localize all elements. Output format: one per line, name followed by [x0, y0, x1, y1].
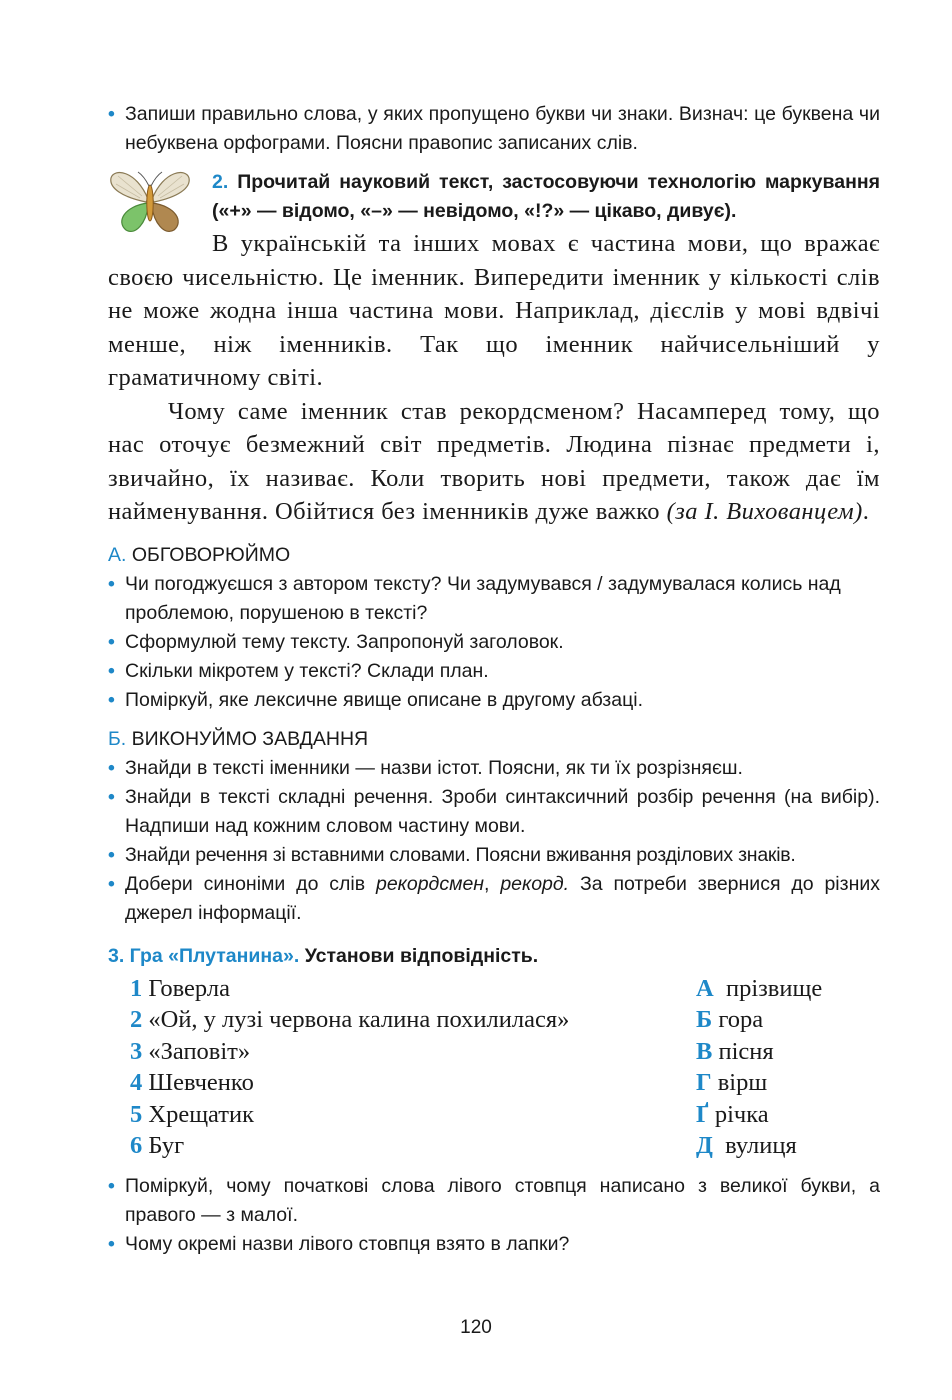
text-paragraph-2: Чому саме іменник став рекордсменом? Насамперед тому, що нас оточує безмежний світ предметів. Людина пізнає предмети і, звичайно, їх називає. Коли творить нові предмети, також дає їм найменування. Обійтися без іменників дуже важко (за І. Вихованцем).	[108, 397, 880, 525]
left-item: 4 Шевченко	[130, 1069, 254, 1096]
left-item: 5 Хрещатик	[130, 1100, 255, 1128]
right-item: Г вірш	[696, 1069, 768, 1096]
list-item: • Поміркуй, чому початкові слова лівого стовпця написано з великої букви, а правого — з малої.	[108, 1174, 880, 1226]
butterfly-icon	[108, 166, 192, 236]
intro-bullet: • Запиши правильно слова, у яких пропущено букви чи знаки. Визнач: це буквена чи небуквена орфограми. Поясни правопис записаних слів.	[108, 100, 880, 158]
section-a-heading: А. ОБГОВОРЮЙМО	[108, 543, 291, 566]
left-item: 1 Говерла	[130, 974, 230, 1002]
matching-table	[130, 973, 880, 1162]
right-item: В пісня	[696, 1037, 774, 1065]
list-item: • Знайди в тексті іменники — назви істот. Поясни, як ти їх розрізняєш.	[108, 756, 743, 779]
task-2-heading: 2. Прочитай науковий текст, застосовуючи технологію маркування («+» — відомо, «–» — невідомо, «!?» — цікаво, дивує).	[212, 171, 881, 222]
right-item: Б гора	[696, 1006, 764, 1033]
list-item: • Сформулюй тему тексту. Запропонуй заголовок.	[108, 630, 564, 653]
left-column	[130, 973, 696, 1162]
section-b-heading: Б. ВИКОНУЙМО ЗАВДАННЯ	[108, 727, 369, 750]
left-item: 6 Буг	[130, 1132, 185, 1159]
list-item: • Чому окремі назви лівого стовпця взято в лапки?	[108, 1232, 570, 1255]
list-item: • Чи погоджуєшся з автором тексту? Чи задумувався / задумувалася колись над проблемою, порушеною в тексті?	[108, 572, 841, 624]
list-item: • Знайди речення зі вставними словами. Поясни вживання розділових знаків.	[108, 843, 796, 866]
task-3-heading: 3. Гра «Плутанина». Установи відповідність.	[108, 944, 539, 967]
list-item: • Скільки мікротем у тексті? Склади план.	[108, 659, 489, 682]
right-item: Д вулиця	[696, 1132, 797, 1159]
list-item: • Поміркуй, яке лексичне явище описане в другому абзаці.	[108, 688, 644, 711]
section-a-list	[108, 570, 880, 715]
text-paragraph-1: В українській та інших мовах є частина мови, що вражає своєю чисельністю. Це іменник. Випередити іменник у кількості слів не може жодна інша частина мови. Наприклад, дієслів у мові вдвічі менше, ніж іменників. Так що іменник найчисельніший у граматичному світі.	[108, 230, 880, 391]
right-column	[696, 973, 902, 1162]
page-number: 120	[460, 1317, 492, 1338]
right-item: Ґ річка	[696, 1100, 769, 1128]
list-item: • Знайди в тексті складні речення. Зроби синтаксичний розбір речення (на вибір). Надпиши над кожним словом частину мови.	[108, 785, 880, 837]
task-3-questions	[108, 1172, 880, 1259]
page-content	[108, 100, 880, 1259]
left-item: 3 «Заповіт»	[130, 1037, 251, 1065]
right-item: А прізвище	[696, 974, 823, 1002]
list-item: • Добери синоніми до слів рекордсмен, рекорд. За потреби звернися до різних джерел інформації.	[108, 872, 880, 924]
left-item: 2 «Ой, у лузі червона калина похилилася»	[130, 1006, 570, 1033]
section-b-list	[108, 754, 880, 928]
source-citation: (за І. Вихованцем)	[666, 498, 863, 525]
bullet-icon: •	[108, 103, 115, 125]
